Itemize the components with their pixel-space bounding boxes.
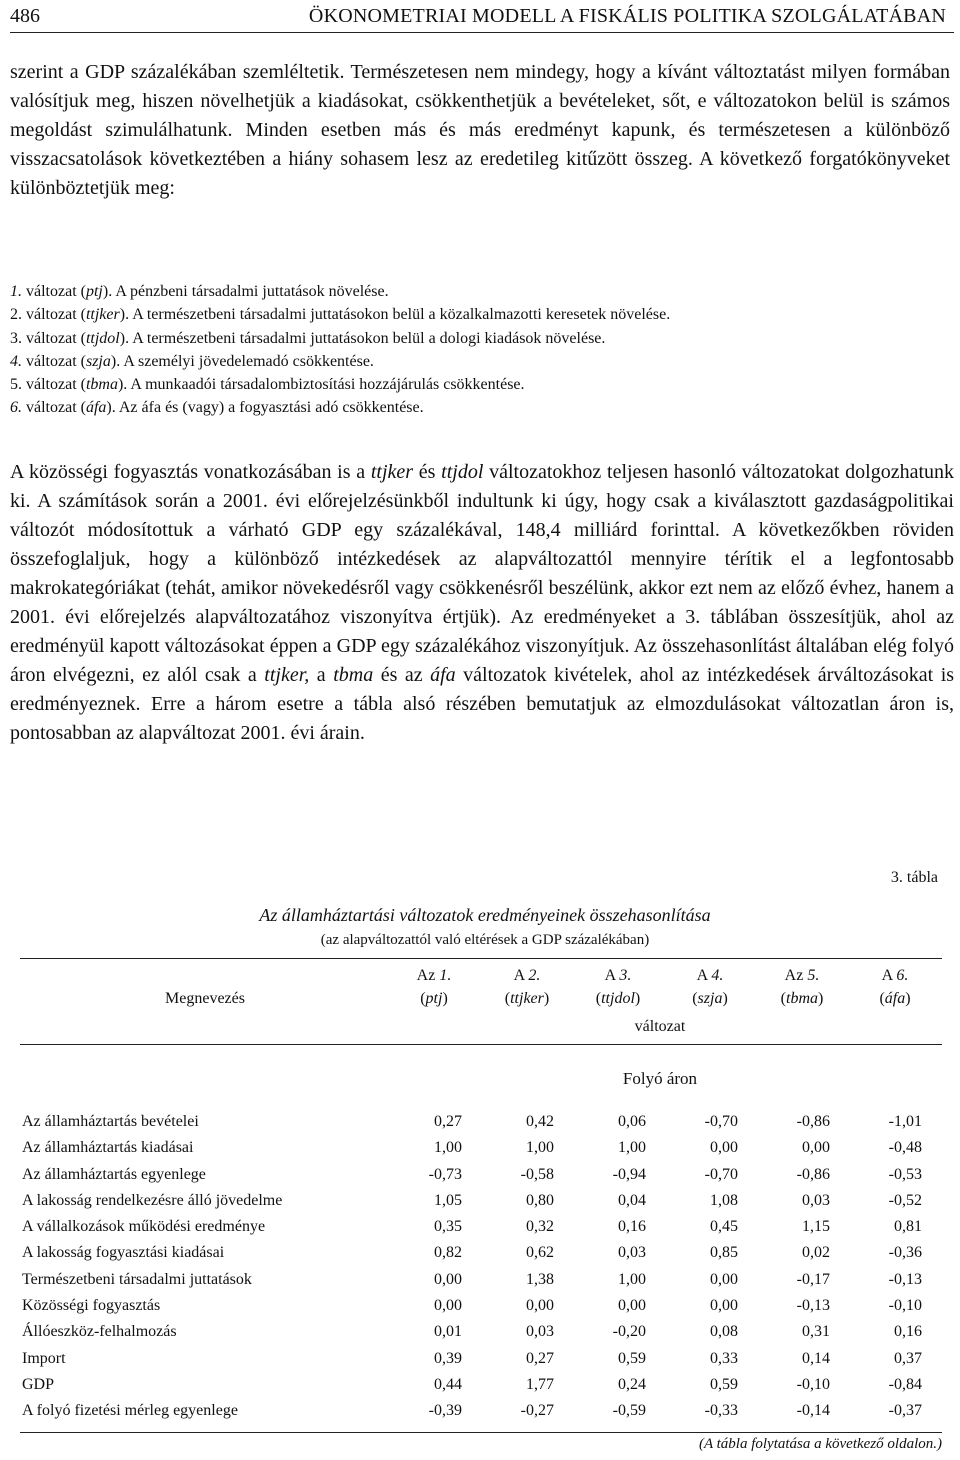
cell-value: 1,00 bbox=[526, 1139, 554, 1157]
page-number: 486 bbox=[10, 5, 40, 27]
column-header: Az 1. (ptj) bbox=[416, 967, 452, 1007]
cell-value: 0,00 bbox=[710, 1270, 738, 1288]
cell-value: 0,39 bbox=[434, 1349, 462, 1367]
running-title: ÖKONOMETRIAI MODELL A FISKÁLIS POLITIKA SZOLGÁLATÁBAN bbox=[308, 5, 946, 27]
body-paragraph: A közösségi fogyasztás vonatkozásában is a ttjker és ttjdol változatokhoz teljesen hasonló változatokat dolgozhatunk ki. A számítások során a 2001. évi előrejelzésünkből indultunk ki úgy, hogy csak a kiválasztott gazdaságpolitikai változót módosítottuk a várható GDP egy százalékával, 148,4 milliárd forinttal. A következőkben röviden összefoglaljuk, hogy a különböző intézkedések az alapváltozattól mennyire térítik el a legfontosabb makrokategóriákat (tehát, amikor növekedésről vagy csökkenésről beszélünk, akkor ezt nem az előző évhez, hanem a 2001. évi előrejelzés alapváltozatához viszonyítva értjük). Az eredményeket a 3. táblában összesítjük, ahol az eredményül kapott változásokat éppen a GDP egy százalékához viszonyítjuk. Az összehasonlítást általában elég folyó áron elvégezni, ez alól csak a ttjker, a tbma és az áfa változatok kivételek, ahol az intézkedések árváltozásokat is eredményeznek. Erre a három esetre a tábla alsó részében bemutatjuk az elmozdulásokat változatlan áron is, pontosabban az alapváltozat 2001. évi árain. bbox=[10, 461, 955, 744]
row-label: Állóeszköz-felhalmozás bbox=[22, 1323, 177, 1341]
row-label: A vállalkozások működési eredménye bbox=[22, 1218, 266, 1236]
variant-item: 6. változat (áfa). Az áfa és (vagy) a fogyasztási adó csökkentése. bbox=[10, 399, 424, 417]
table-row bbox=[20, 1166, 940, 1192]
cell-value: 0,85 bbox=[710, 1244, 738, 1262]
cell-value: -0,53 bbox=[888, 1165, 922, 1183]
row-header: Megnevezés bbox=[165, 990, 245, 1007]
row-label: Közösségi fogyasztás bbox=[22, 1297, 161, 1315]
cell-value: 0,37 bbox=[894, 1349, 922, 1367]
variant-item: 4. változat (szja). A személyi jövedelemadó csökkentése. bbox=[10, 352, 374, 370]
cell-value: 0,00 bbox=[802, 1139, 830, 1157]
table-body bbox=[20, 1113, 940, 1429]
cell-value: -0,36 bbox=[888, 1244, 922, 1262]
intro-paragraph: szerint a GDP százalékában szemléltetik. Természetesen nem mindegy, hogy a kívánt változtatást milyen formában valósítjuk meg, hiszen növelhetjük a kiadásokat, csökkenthetjük a bevételeket, sőt, e változatokon belül is számos megoldást szimulálhatunk. Minden esetben más és más eredményt kapunk, és természetesen a különböző visszacsatolások következtében a hiány sohasem lesz az eredetileg kitűzött összeg. A következő forgatókönyveket különböztetjük meg: bbox=[10, 61, 950, 199]
cell-value: 1,00 bbox=[618, 1139, 646, 1157]
cell-value: 0,32 bbox=[526, 1218, 554, 1236]
cell-value: 1,08 bbox=[710, 1191, 738, 1209]
cell-value: 0,27 bbox=[526, 1349, 554, 1367]
cell-value: 0,35 bbox=[434, 1218, 462, 1236]
cell-value: -0,94 bbox=[612, 1165, 646, 1183]
cell-value: 0,08 bbox=[710, 1323, 738, 1341]
cell-value: -0,48 bbox=[888, 1139, 922, 1157]
column-header: Az 5. (tbma) bbox=[780, 967, 824, 1007]
cell-value: 0,44 bbox=[434, 1375, 462, 1393]
cell-value: 0,04 bbox=[618, 1191, 646, 1209]
column-header: A 6. (áfa) bbox=[879, 967, 911, 1007]
cell-value: -0,70 bbox=[704, 1113, 738, 1130]
cell-value: 1,00 bbox=[434, 1139, 462, 1157]
cell-value: -0,13 bbox=[796, 1297, 830, 1315]
cell-value: 0,81 bbox=[894, 1218, 922, 1236]
cell-value: 0,59 bbox=[618, 1349, 646, 1367]
table-row bbox=[20, 1218, 940, 1244]
table-row bbox=[20, 1323, 940, 1349]
row-label: GDP bbox=[22, 1375, 55, 1393]
table-bottom-rule bbox=[20, 1432, 942, 1433]
cell-value: -0,39 bbox=[428, 1402, 462, 1420]
cell-value: -0,84 bbox=[888, 1375, 922, 1393]
table-label: 3. tábla bbox=[890, 869, 938, 886]
row-label: A lakosság rendelkezésre álló jövedelme bbox=[22, 1191, 283, 1209]
cell-value: 0,80 bbox=[526, 1191, 554, 1209]
cell-value: 0,24 bbox=[618, 1375, 646, 1393]
cell-value: 1,77 bbox=[526, 1375, 554, 1393]
cell-value: -0,17 bbox=[796, 1270, 830, 1288]
cell-value: 0,02 bbox=[802, 1244, 830, 1262]
cell-value: 0,16 bbox=[894, 1323, 922, 1341]
cell-value: -0,20 bbox=[612, 1323, 646, 1341]
table-header-rule bbox=[20, 1044, 942, 1045]
table-row bbox=[20, 1402, 940, 1428]
column-group-label: változat bbox=[634, 1018, 686, 1035]
cell-value: -0,10 bbox=[888, 1297, 922, 1315]
cell-value: 0,45 bbox=[710, 1218, 738, 1236]
cell-value: -0,70 bbox=[704, 1165, 738, 1183]
cell-value: -0,59 bbox=[612, 1402, 646, 1420]
cell-value: -0,13 bbox=[888, 1270, 922, 1288]
cell-value: 0,59 bbox=[710, 1375, 738, 1393]
cell-value: -0,10 bbox=[796, 1375, 830, 1393]
table-subtitle: (az alapváltozattól való eltérések a GDP százalékában) bbox=[320, 932, 650, 948]
cell-value: -1,01 bbox=[888, 1113, 922, 1130]
table-title: Az államháztartási változatok eredményeinek összehasonlítása bbox=[259, 905, 711, 925]
table-row bbox=[20, 1192, 940, 1218]
cell-value: 0,16 bbox=[618, 1218, 646, 1236]
table-row bbox=[20, 1113, 940, 1139]
cell-value: 0,33 bbox=[710, 1349, 738, 1367]
cell-value: 0,00 bbox=[434, 1270, 462, 1288]
variant-item: 3. változat (ttjdol). A természetbeni társadalmi juttatásokon belül a dologi kiadások növelése. bbox=[10, 329, 606, 347]
row-label: Természetbeni társadalmi juttatások bbox=[22, 1270, 252, 1288]
running-header bbox=[10, 2, 954, 33]
cell-value: 0,82 bbox=[434, 1244, 462, 1262]
cell-value: -0,27 bbox=[520, 1402, 554, 1420]
table-footnote: (A tábla folytatása a következő oldalon.) bbox=[698, 1436, 942, 1452]
table-row bbox=[20, 1376, 940, 1402]
section-label: Folyó áron bbox=[622, 1069, 698, 1088]
cell-value: -0,58 bbox=[520, 1165, 554, 1183]
cell-value: -0,52 bbox=[888, 1191, 922, 1209]
cell-value: -0,37 bbox=[888, 1402, 922, 1420]
table-row bbox=[20, 1139, 940, 1165]
cell-value: 0,01 bbox=[434, 1323, 462, 1341]
cell-value: 0,03 bbox=[526, 1323, 554, 1341]
cell-value: 0,00 bbox=[618, 1297, 646, 1315]
row-label: Az államháztartás bevételei bbox=[22, 1113, 199, 1130]
variant-item: 2. változat (ttjker). A természetbeni társadalmi juttatásokon belül a közalkalmazotti keresetek növelése. bbox=[10, 306, 671, 324]
cell-value: 0,62 bbox=[526, 1244, 554, 1262]
row-label: Az államháztartás kiadásai bbox=[22, 1139, 194, 1157]
column-header: A 4. (szja) bbox=[692, 967, 728, 1007]
cell-value: 0,31 bbox=[802, 1323, 830, 1341]
cell-value: 0,14 bbox=[802, 1349, 830, 1367]
cell-value: 0,27 bbox=[434, 1113, 462, 1130]
table-row bbox=[20, 1350, 940, 1376]
cell-value: 0,00 bbox=[710, 1297, 738, 1315]
row-label: A lakosság fogyasztási kiadásai bbox=[22, 1244, 225, 1262]
variant-item: 1. változat (ptj). A pénzbeni társadalmi juttatások növelése. bbox=[10, 283, 389, 300]
cell-value: -0,14 bbox=[796, 1402, 830, 1420]
row-label: Import bbox=[22, 1349, 66, 1367]
cell-value: 0,03 bbox=[618, 1244, 646, 1262]
table-row bbox=[20, 1271, 940, 1297]
cell-value: 1,05 bbox=[434, 1191, 462, 1209]
cell-value: -0,73 bbox=[428, 1165, 462, 1183]
variant-item: 5. változat (tbma). A munkaadói társadalombiztosítási hozzájárulás csökkentése. bbox=[10, 376, 525, 394]
table-row bbox=[20, 1297, 940, 1323]
cell-value: 0,42 bbox=[526, 1113, 554, 1130]
cell-value: 0,03 bbox=[802, 1191, 830, 1209]
row-label: Az államháztartás egyenlege bbox=[22, 1165, 206, 1183]
column-header: A 3. (ttjdol) bbox=[595, 967, 641, 1007]
cell-value: -0,86 bbox=[796, 1113, 830, 1130]
cell-value: -0,33 bbox=[704, 1402, 738, 1420]
cell-value: 0,06 bbox=[618, 1113, 646, 1130]
cell-value: 1,38 bbox=[526, 1270, 554, 1288]
cell-value: 1,15 bbox=[802, 1218, 830, 1236]
cell-value: 0,00 bbox=[434, 1297, 462, 1315]
cell-value: 0,00 bbox=[710, 1139, 738, 1157]
cell-value: 0,00 bbox=[526, 1297, 554, 1315]
variant-list bbox=[10, 280, 950, 420]
table-row bbox=[20, 1244, 940, 1270]
cell-value: -0,86 bbox=[796, 1165, 830, 1183]
cell-value: 1,00 bbox=[618, 1270, 646, 1288]
row-label: A folyó fizetési mérleg egyenlege bbox=[22, 1402, 238, 1420]
table-top-rule bbox=[20, 958, 942, 959]
column-header: A 2. (ttjker) bbox=[504, 967, 550, 1007]
